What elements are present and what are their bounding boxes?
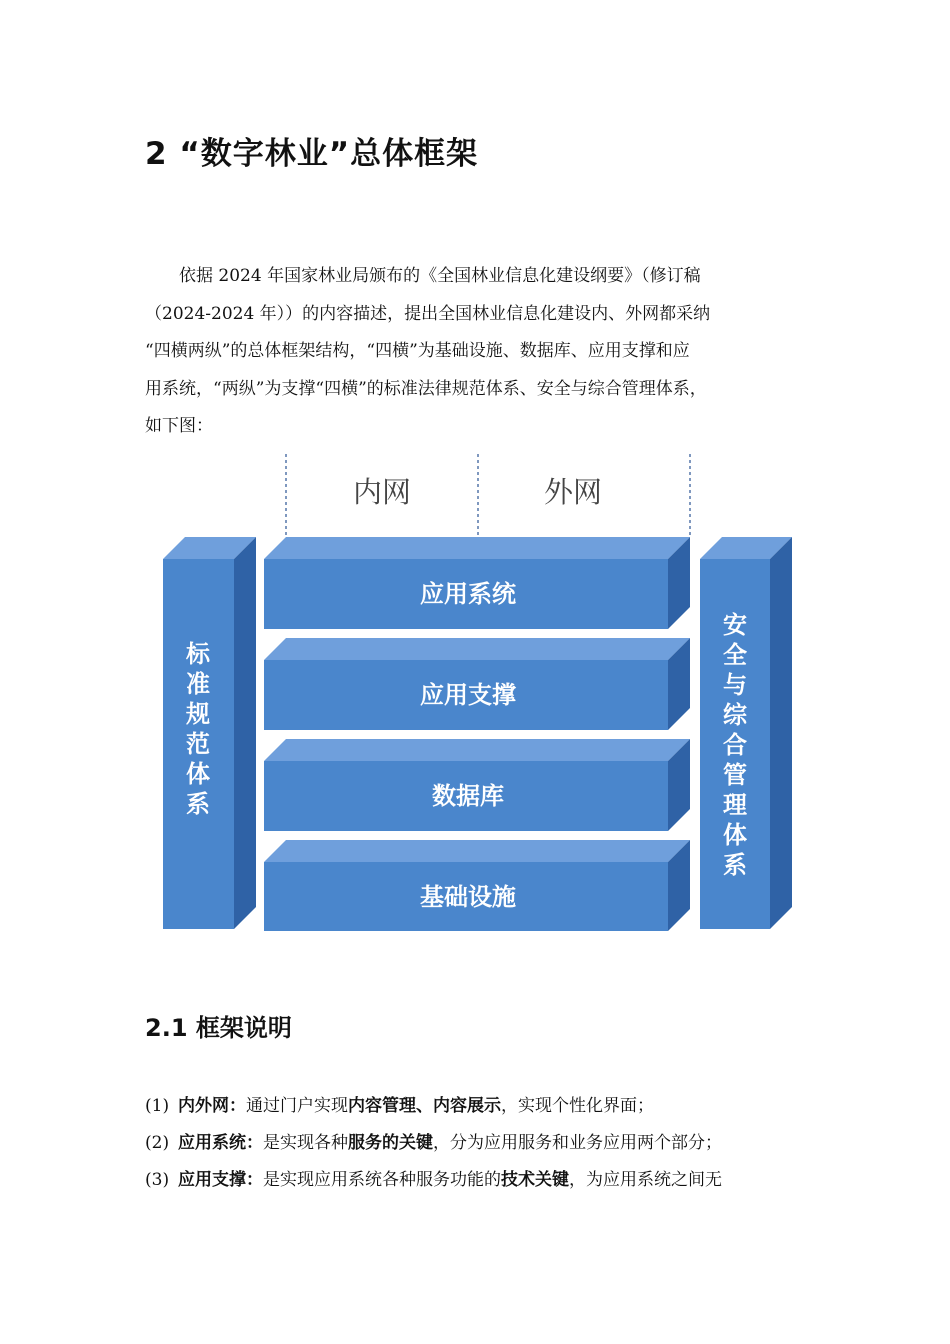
network-label-inner: 内网 bbox=[352, 475, 412, 509]
list-emphasis: 技术关键 bbox=[501, 1170, 569, 1190]
list-number: (1) bbox=[145, 1096, 170, 1116]
band-top bbox=[264, 537, 690, 559]
section-heading: 2.1 框架说明 bbox=[145, 1014, 292, 1042]
intro-line: 如下图： bbox=[145, 416, 213, 436]
layer-band-infrastructure bbox=[264, 840, 690, 931]
pillar-char: 系 bbox=[186, 790, 210, 818]
intro-line: 依据 2024 年国家林业局颁布的《全国林业信息化建设纲要》（修订稿 bbox=[179, 266, 701, 286]
layer-label: 应用支撑 bbox=[420, 681, 516, 709]
band-top bbox=[264, 638, 690, 660]
pillar-char: 安 bbox=[723, 611, 747, 639]
layer-band-database bbox=[264, 739, 690, 831]
framework-diagram bbox=[158, 452, 798, 938]
list-text: 是实现各种 bbox=[263, 1133, 348, 1153]
intro-line: 用系统，“两纵”为支撑“四横”的标准法律规范体系、安全与综合管理体系， bbox=[145, 378, 707, 399]
pillar-char: 准 bbox=[186, 670, 210, 698]
layer-label: 基础设施 bbox=[420, 883, 516, 911]
list-item bbox=[145, 1088, 825, 1125]
pillar-char: 范 bbox=[186, 730, 210, 758]
right-pillar-side bbox=[770, 537, 792, 929]
pillar-char: 与 bbox=[723, 671, 747, 699]
band-top bbox=[264, 739, 690, 761]
list-item bbox=[145, 1162, 825, 1199]
chapter-heading: 2 “数字林业”总体框架 bbox=[145, 136, 479, 172]
list-emphasis: 内容管理、内容展示 bbox=[348, 1096, 501, 1116]
list-term: 内外网： bbox=[178, 1096, 246, 1116]
list-text: 通过门户实现 bbox=[246, 1096, 348, 1116]
intro-line: （2024-2024 年））的内容描述，提出全国林业信息化建设内、外网都采纳 bbox=[145, 303, 711, 324]
intro-line: “四横两纵”的总体框架结构，“四横”为基础设施、数据库、应用支撑和应 bbox=[145, 341, 690, 361]
pillar-char: 全 bbox=[723, 641, 747, 669]
pillar-char: 综 bbox=[723, 701, 747, 729]
intro-paragraph bbox=[145, 258, 817, 446]
left-pillar bbox=[163, 537, 256, 929]
list-text: ，实现个性化界面； bbox=[501, 1096, 654, 1116]
pillar-char: 体 bbox=[186, 760, 210, 788]
framework-svg bbox=[158, 452, 798, 938]
band-top bbox=[264, 840, 690, 862]
layer-band-application bbox=[264, 537, 690, 629]
list-emphasis: 服务的关键 bbox=[348, 1133, 433, 1153]
list-term: 应用支撑： bbox=[178, 1170, 263, 1190]
layer-label: 应用系统 bbox=[420, 580, 516, 608]
pillar-char: 标 bbox=[186, 640, 210, 668]
network-label-outer: 外网 bbox=[543, 475, 603, 509]
pillar-char: 管 bbox=[723, 761, 747, 789]
list-text: 是实现应用系统各种服务功能的 bbox=[263, 1170, 501, 1190]
pillar-char: 体 bbox=[723, 821, 747, 849]
list-item bbox=[145, 1125, 825, 1162]
list-number: (3) bbox=[145, 1170, 170, 1190]
left-pillar-side bbox=[234, 537, 256, 929]
list-term: 应用系统： bbox=[178, 1133, 263, 1153]
pillar-char: 系 bbox=[723, 851, 747, 879]
pillar-char: 规 bbox=[186, 700, 210, 728]
pillar-char: 理 bbox=[723, 791, 747, 819]
list-text: ，为应用系统之间无 bbox=[569, 1170, 722, 1190]
framework-list bbox=[145, 1088, 825, 1199]
right-pillar bbox=[700, 537, 792, 929]
pillar-char: 合 bbox=[723, 731, 747, 759]
list-number: (2) bbox=[145, 1133, 170, 1153]
layer-band-support bbox=[264, 638, 690, 730]
list-text: ，分为应用服务和业务应用两个部分； bbox=[433, 1133, 722, 1153]
layer-label: 数据库 bbox=[432, 782, 504, 810]
